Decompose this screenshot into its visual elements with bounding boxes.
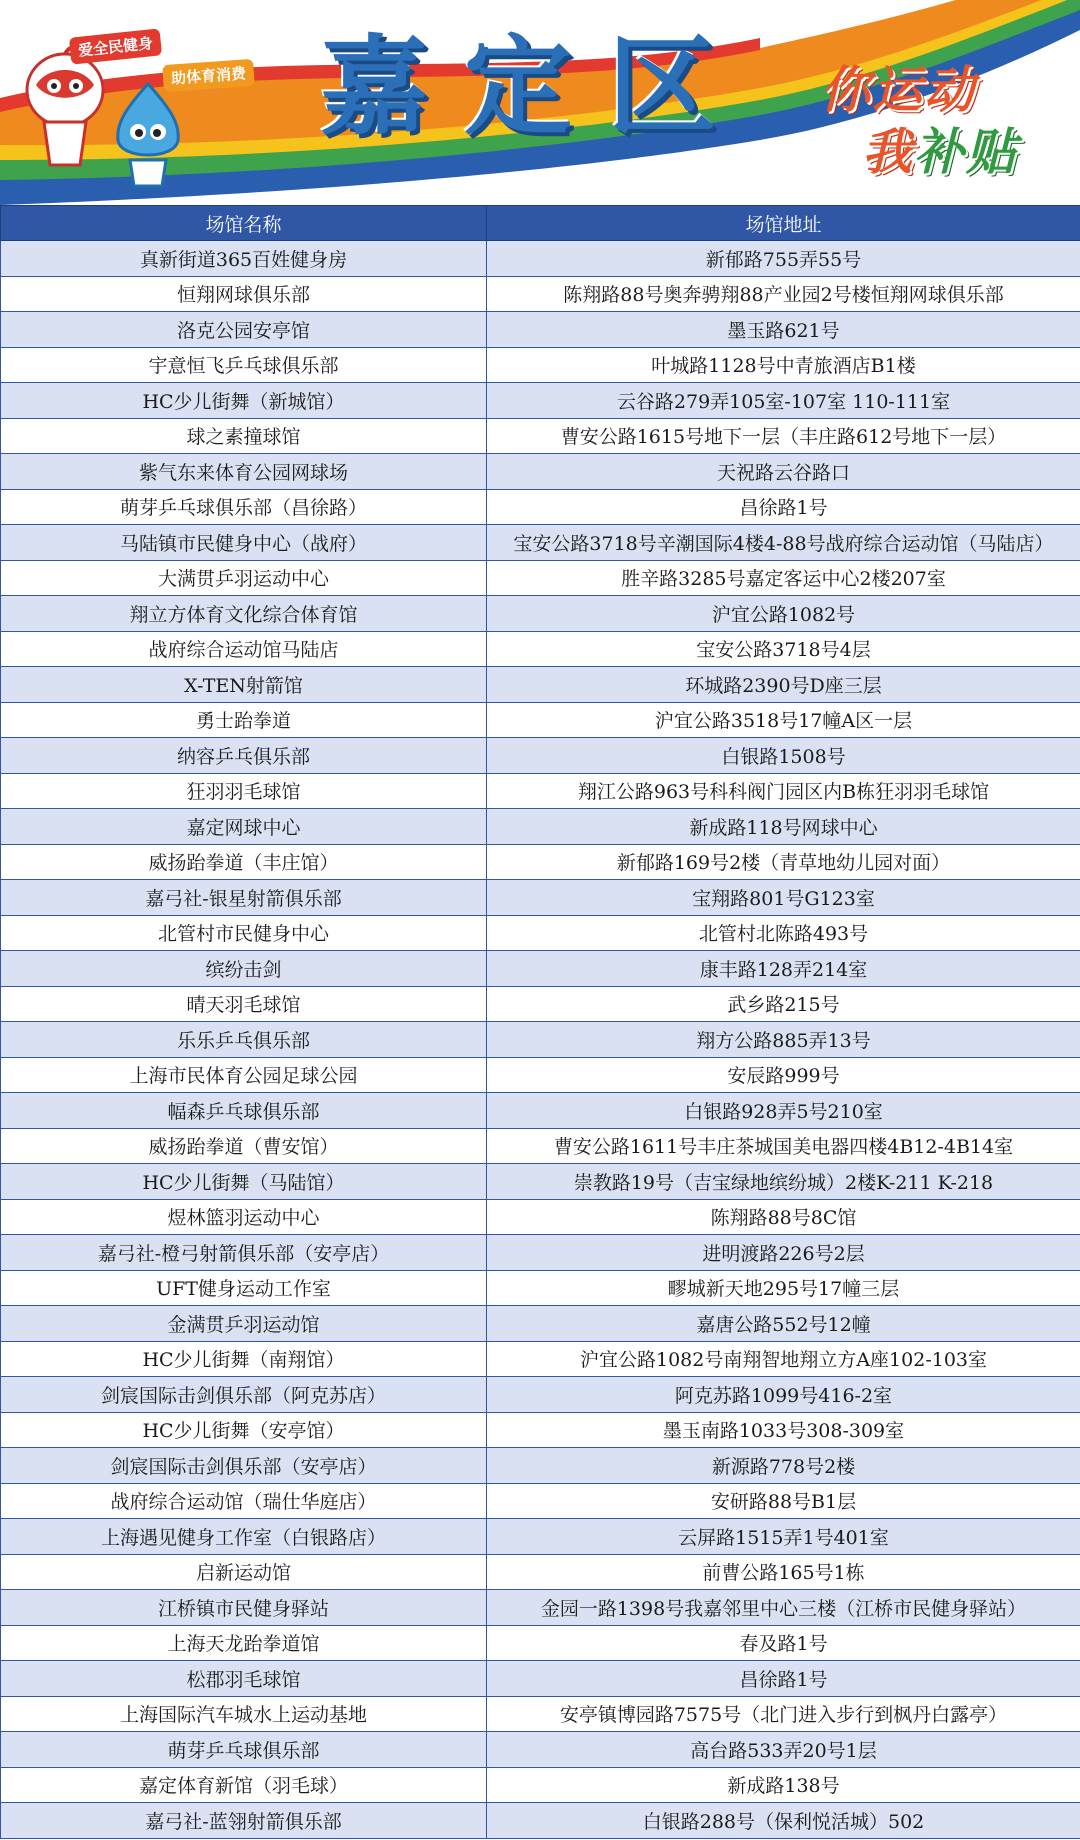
venue-address-cell: 陈翔路88号奥奔骋翔88产业园2号楼恒翔网球俱乐部 [487, 276, 1080, 312]
venue-address-cell: 墨玉路621号 [487, 312, 1080, 348]
table-row [1, 1199, 1080, 1235]
venue-address-cell: 沪宜公路1082号南翔智地翔立方A座102-103室 [487, 1341, 1080, 1377]
venue-name-cell: 紫气东来体育公园网球场 [1, 454, 487, 490]
table-row [1, 241, 1080, 277]
venue-address-cell: 宝安公路3718号辛潮国际4楼4-88号战府综合运动馆（马陆店） [487, 525, 1080, 561]
venue-address-cell: 宝安公路3718号4层 [487, 631, 1080, 667]
venue-name-cell: 剑宸国际击剑俱乐部（安亭店） [1, 1448, 487, 1484]
venue-address-cell: 天祝路云谷路口 [487, 454, 1080, 490]
venue-address-cell: 康丰路128弄214室 [487, 951, 1080, 987]
table-row [1, 1448, 1080, 1484]
table-row [1, 702, 1080, 738]
venue-table-container [0, 205, 1080, 1839]
venue-address-cell: 春及路1号 [487, 1625, 1080, 1661]
venue-name-cell: 幅森乒乓球俱乐部 [1, 1093, 487, 1129]
table-row [1, 454, 1080, 490]
venue-name-cell: 剑宸国际击剑俱乐部（阿克苏店） [1, 1377, 487, 1413]
table-row [1, 596, 1080, 632]
slogan-line-2 [862, 112, 1018, 184]
table-row [1, 1306, 1080, 1342]
table-row [1, 489, 1080, 525]
venue-address-cell: 北管村北陈路493号 [487, 915, 1080, 951]
venue-address-cell: 高台路533弄20号1层 [487, 1732, 1080, 1768]
blue-mascot-icon [108, 80, 188, 190]
table-row [1, 667, 1080, 703]
table-row [1, 1625, 1080, 1661]
venue-name-cell: 缤纷击剑 [1, 951, 487, 987]
table-row [1, 1057, 1080, 1093]
table-row [1, 560, 1080, 596]
venue-address-cell: 陈翔路88号8C馆 [487, 1199, 1080, 1235]
venue-address-cell: 进明渡路226号2层 [487, 1235, 1080, 1271]
venue-table [0, 205, 1080, 1839]
venue-name-cell: 纳容乒乓俱乐部 [1, 738, 487, 774]
venue-address-cell: 新成路118号网球中心 [487, 809, 1080, 845]
venue-name-cell: 战府综合运动馆马陆店 [1, 631, 487, 667]
table-row [1, 1519, 1080, 1555]
venue-name-cell: 松郡羽毛球馆 [1, 1661, 487, 1697]
table-row [1, 1128, 1080, 1164]
venue-address-cell: 金园一路1398号我嘉邻里中心三楼（江桥市民健身驿站） [487, 1590, 1080, 1626]
venue-address-cell: 昌徐路1号 [487, 1661, 1080, 1697]
venue-name-cell: 球之素撞球馆 [1, 418, 487, 454]
venue-address-cell: 翔方公路885弄13号 [487, 1022, 1080, 1058]
venue-address-cell: 环城路2390号D座三层 [487, 667, 1080, 703]
table-row [1, 1554, 1080, 1590]
slogan-bubble: 爱全民健身 [69, 28, 162, 64]
table-row [1, 1022, 1080, 1058]
venue-name-cell: 威扬跆拳道（曹安馆） [1, 1128, 487, 1164]
venue-name-cell: 威扬跆拳道（丰庄馆） [1, 844, 487, 880]
venue-address-cell: 墨玉南路1033号308-309室 [487, 1412, 1080, 1448]
venue-name-cell: 上海遇见健身工作室（白银路店） [1, 1519, 487, 1555]
venue-address-cell: 疁城新天地295号17幢三层 [487, 1270, 1080, 1306]
table-row [1, 986, 1080, 1022]
table-row [1, 418, 1080, 454]
venue-name-cell: 萌芽乒乓球俱乐部（昌徐路） [1, 489, 487, 525]
table-row [1, 347, 1080, 383]
venue-address-cell: 白银路288号（保利悦活城）502 [487, 1803, 1080, 1839]
venue-name-cell: 马陆镇市民健身中心（战府） [1, 525, 487, 561]
table-row [1, 1164, 1080, 1200]
table-row [1, 1803, 1080, 1839]
venue-name-cell: X-TEN射箭馆 [1, 667, 487, 703]
slogan-bubble: 助体育消费 [162, 59, 255, 92]
venue-address-cell: 胜辛路3285号嘉定客运中心2楼207室 [487, 560, 1080, 596]
venue-name-cell: 真新街道365百姓健身房 [1, 241, 487, 277]
table-row [1, 1696, 1080, 1732]
venue-address-cell: 白银路1508号 [487, 738, 1080, 774]
slogan-line-2-b: 补贴 [914, 123, 1018, 181]
table-row [1, 1377, 1080, 1413]
venue-name-cell: 启新运动馆 [1, 1554, 487, 1590]
table-row [1, 809, 1080, 845]
venue-name-cell: 金满贯乒羽运动馆 [1, 1306, 487, 1342]
venue-name-cell: HC少儿街舞（安亭馆） [1, 1412, 487, 1448]
venue-address-cell: 新郁路755弄55号 [487, 241, 1080, 277]
venue-name-cell: 翔立方体育文化综合体育馆 [1, 596, 487, 632]
column-header-venue-address: 场馆地址 [487, 206, 1080, 241]
page-title: 嘉定区 [320, 25, 753, 150]
table-row [1, 383, 1080, 419]
venue-name-cell: 宇意恒飞乒乓球俱乐部 [1, 347, 487, 383]
table-row [1, 1767, 1080, 1803]
venue-name-cell: 晴天羽毛球馆 [1, 986, 487, 1022]
venue-name-cell: 煜林篮羽运动中心 [1, 1199, 487, 1235]
venue-name-cell: 大满贯乒羽运动中心 [1, 560, 487, 596]
venue-name-cell: UFT健身运动工作室 [1, 1270, 487, 1306]
venue-name-cell: HC少儿街舞（马陆馆） [1, 1164, 487, 1200]
venue-name-cell: HC少儿街舞（新城馆） [1, 383, 487, 419]
venue-name-cell: 战府综合运动馆（瑞仕华庭店） [1, 1483, 487, 1519]
venue-address-cell: 新成路138号 [487, 1767, 1080, 1803]
venue-name-cell: 乐乐乒乓俱乐部 [1, 1022, 487, 1058]
venue-address-cell: 前曹公路165号1栋 [487, 1554, 1080, 1590]
venue-name-cell: 上海国际汽车城水上运动基地 [1, 1696, 487, 1732]
venue-name-cell: 洛克公园安亭馆 [1, 312, 487, 348]
venue-address-cell: 崇教路19号（吉宝绿地缤纷城）2楼K-211 K-218 [487, 1164, 1080, 1200]
table-row [1, 1732, 1080, 1768]
venue-address-cell: 白银路928弄5号210室 [487, 1093, 1080, 1129]
table-row [1, 276, 1080, 312]
venue-address-cell: 曹安公路1611号丰庄茶城国美电器四楼4B12-4B14室 [487, 1128, 1080, 1164]
venue-name-cell: 嘉弓社-蓝翎射箭俱乐部 [1, 1803, 487, 1839]
venue-address-cell: 安亭镇博园路7575号（北门进入步行到枫丹白露亭） [487, 1696, 1080, 1732]
venue-address-cell: 安研路88号B1层 [487, 1483, 1080, 1519]
venue-name-cell: 恒翔网球俱乐部 [1, 276, 487, 312]
table-row [1, 1661, 1080, 1697]
venue-name-cell: 狂羽羽毛球馆 [1, 773, 487, 809]
table-row [1, 1093, 1080, 1129]
table-row [1, 525, 1080, 561]
table-row [1, 312, 1080, 348]
venue-name-cell: 嘉定体育新馆（羽毛球） [1, 1767, 487, 1803]
table-row [1, 1590, 1080, 1626]
venue-address-cell: 宝翔路801号G123室 [487, 880, 1080, 916]
table-row [1, 1235, 1080, 1271]
venue-address-cell: 嘉唐公路552号12幢 [487, 1306, 1080, 1342]
venue-name-cell: HC少儿街舞（南翔馆） [1, 1341, 487, 1377]
venue-address-cell: 安辰路999号 [487, 1057, 1080, 1093]
venue-address-cell: 沪宜公路3518号17幢A区一层 [487, 702, 1080, 738]
venue-address-cell: 新郁路169号2楼（青草地幼儿园对面） [487, 844, 1080, 880]
table-row [1, 631, 1080, 667]
table-row [1, 773, 1080, 809]
table-row [1, 844, 1080, 880]
venue-name-cell: 嘉弓社-橙弓射箭俱乐部（安亭店） [1, 1235, 487, 1271]
venue-name-cell: 嘉定网球中心 [1, 809, 487, 845]
table-header-row [1, 206, 1080, 241]
venue-name-cell: 北管村市民健身中心 [1, 915, 487, 951]
table-row [1, 951, 1080, 987]
venue-name-cell: 萌芽乒乓球俱乐部 [1, 1732, 487, 1768]
venue-address-cell: 阿克苏路1099号416-2室 [487, 1377, 1080, 1413]
venue-address-cell: 武乡路215号 [487, 986, 1080, 1022]
table-row [1, 915, 1080, 951]
slogan-line-2-a: 我 [862, 123, 914, 181]
header-banner [0, 0, 1080, 205]
venue-name-cell: 上海市民体育公园足球公园 [1, 1057, 487, 1093]
venue-address-cell: 叶城路1128号中青旅酒店B1楼 [487, 347, 1080, 383]
venue-name-cell: 上海天龙跆拳道馆 [1, 1625, 487, 1661]
column-header-venue-name: 场馆名称 [1, 206, 487, 241]
venue-address-cell: 曹安公路1615号地下一层（丰庄路612号地下一层） [487, 418, 1080, 454]
venue-address-cell: 云屏路1515弄1号401室 [487, 1519, 1080, 1555]
venue-address-cell: 新源路778号2楼 [487, 1448, 1080, 1484]
venue-name-cell: 嘉弓社-银星射箭俱乐部 [1, 880, 487, 916]
table-row [1, 1412, 1080, 1448]
slogan-line-1: 你运动 [820, 61, 976, 119]
table-row [1, 1341, 1080, 1377]
table-row [1, 1270, 1080, 1306]
venue-address-cell: 云谷路279弄105室-107室 110-111室 [487, 383, 1080, 419]
venue-address-cell: 翔江公路963号科科阀门园区内B栋狂羽羽毛球馆 [487, 773, 1080, 809]
venue-name-cell: 江桥镇市民健身驿站 [1, 1590, 487, 1626]
table-row [1, 880, 1080, 916]
table-row [1, 1483, 1080, 1519]
venue-address-cell: 沪宜公路1082号 [487, 596, 1080, 632]
venue-address-cell: 昌徐路1号 [487, 489, 1080, 525]
venue-name-cell: 勇士跆拳道 [1, 702, 487, 738]
table-row [1, 738, 1080, 774]
